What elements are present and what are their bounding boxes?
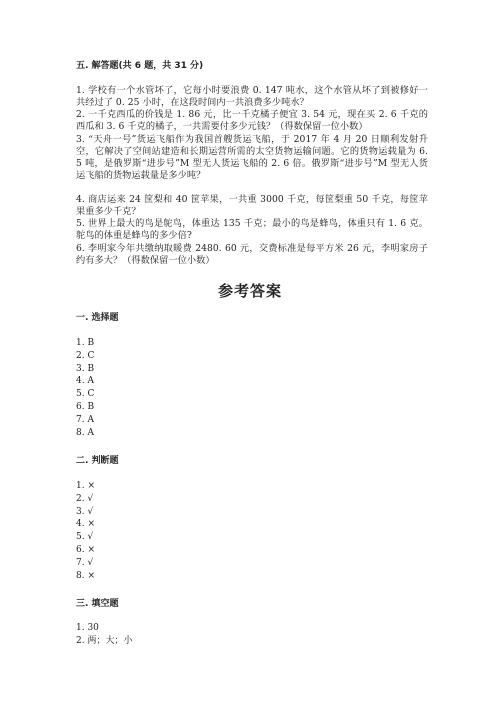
question-3: 3. “天舟一号”货运飞船作为我国首艘货运飞船，于 2017 年 4 月 20 日顺利发射升空，它解决了空间站建造和长期运营所需的太空货物运输问题。它的货物运载量为 6. 5 吨，是俄罗斯“进步号”M 型无人货运飞船的 2. 6 倍。俄罗斯“进步号”M 型无人货运飞船的货物运载量是多少吨？ (76, 134, 428, 181)
list-item: 5. C (76, 389, 95, 400)
list-item: 6. × (76, 544, 95, 555)
list-item: 4. A (76, 376, 94, 387)
list-item: 1. 30 (76, 623, 99, 633)
list-item: 4. × (76, 519, 95, 530)
section-heading-answer-problems: 五. 解答题(共 6 题，共 31 分) (76, 61, 204, 71)
answers-choice-heading: 一. 选择题 (76, 313, 119, 323)
list-item: 2. √ (76, 493, 94, 504)
list-item: 3. B (76, 363, 95, 374)
answers-choice-list (76, 337, 94, 439)
list-item: 3. √ (76, 506, 94, 517)
list-item: 1. × (76, 481, 95, 491)
list-item: 2. C (76, 350, 95, 361)
question-5: 5. 世界上最大的鸟是鸵鸟，体重达 135 千克；最小的鸟是蜂鸟，体重只有 1. 6 克。鸵鸟的体重是蜂鸟的多少倍? (76, 218, 428, 241)
list-item: 8. A (76, 427, 94, 438)
answers-fill-list (76, 622, 132, 648)
list-item: 1. B (76, 338, 95, 348)
list-item: 8. × (76, 570, 95, 581)
list-item: 7. √ (76, 557, 94, 568)
list-item: 5. √ (76, 532, 94, 543)
answers-judge-list (76, 480, 95, 582)
answers-title: 参考答案 (217, 282, 282, 300)
answers-judge-heading: 二. 判断题 (76, 456, 119, 466)
list-item: 7. A (76, 414, 94, 425)
list-item: 6. B (76, 401, 95, 412)
list-item: 2. 两；大；小 (76, 635, 133, 646)
answers-fill-heading: 三. 填空题 (76, 599, 119, 609)
question-6: 6. 李明家今年共缴纳取暖费 2480. 60 元，交费标准是每平方米 26 元，李明家房子约有多大？（得数保留一位小数） (76, 243, 428, 266)
question-2: 2. 一千克西瓜的价钱是 1. 86 元，比一千克橘子便宜 3. 54 元，现在买 2. 6 千克的西瓜和 3. 6 千克的橘子，一共需要付多少元钱？（得数保留一位小数） (76, 109, 428, 132)
question-4: 4. 商店运来 24 筐梨和 40 筐苹果，一共重 3000 千克，每筐梨重 50 千克，每筐苹果重多少千克？ (76, 194, 428, 217)
question-1: 1. 学校有一个水管坏了，它每小时要浪费 0. 147 吨水，这个水管从坏了到被修好一共经过了 0. 25 小时，在这段时间内一共浪费多少吨水？ (76, 85, 428, 108)
